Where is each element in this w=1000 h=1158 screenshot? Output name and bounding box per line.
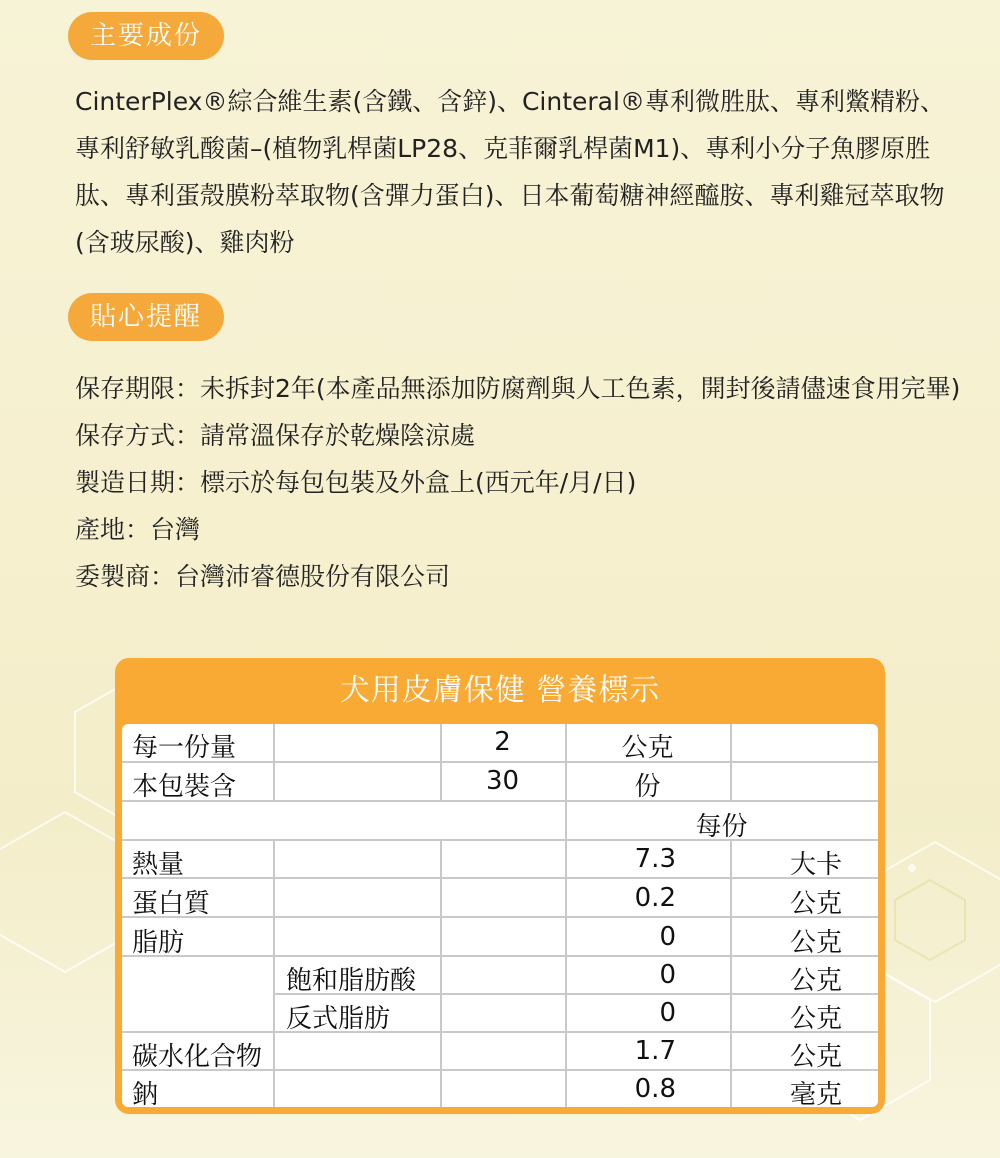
nutrition-label [115, 658, 885, 1114]
shelf-life-line: 保存期限：未拆封2年(本產品無添加防腐劑與人工色素，開封後請儘速食用完畢) [75, 374, 961, 403]
nutrient-subname: 反式脂肪 [286, 1004, 391, 1034]
servings-value: 30 [485, 766, 520, 796]
nutrient-unit: 公克 [789, 928, 842, 958]
nutrient-value: 7.3 [634, 844, 676, 874]
serving-size-label: 每一份量 [132, 733, 237, 763]
nutrient-name: 蛋白質 [132, 889, 211, 919]
nutrient-unit: 公克 [789, 1004, 842, 1034]
serving-size-unit: 公克 [621, 733, 674, 763]
nutrient-unit: 公克 [789, 889, 842, 919]
nutrient-unit: 毫克 [789, 1080, 842, 1107]
nutrient-name: 碳水化合物 [132, 1042, 263, 1072]
ingredients-text: CinterPlex®綜合維生素(含鐵、含鋅)、Cinteral®專利微胜肽、專利鱉精粉、專利舒敏乳酸菌–(植物乳桿菌LP28、克菲爾乳桿菌M1)、專利小分子魚膠原胜肽、專利蛋殼膜粉萃取物(含彈力蛋白)、日本葡萄糖神經醯胺、專利雞冠萃取物(含玻尿酸)、雞肉粉 [75, 87, 945, 257]
nutrition-label-title: 犬用皮膚保健 營養標示 [339, 673, 661, 708]
serving-size-value: 2 [494, 727, 511, 757]
ingredients-heading: 主要成份 [68, 12, 224, 60]
nutrient-value: 0 [659, 960, 676, 990]
servings-unit: 份 [634, 772, 661, 802]
nutrient-unit: 大卡 [789, 850, 842, 880]
nutrient-unit: 公克 [789, 966, 842, 996]
nutrient-value: 0.2 [634, 883, 676, 913]
nutrient-name: 熱量 [132, 850, 185, 880]
nutrient-value: 0.8 [634, 1074, 676, 1104]
reminder-heading: 貼心提醒 [68, 293, 224, 341]
reminder-list [75, 365, 965, 600]
nutrient-name: 脂肪 [132, 928, 185, 958]
manufacturer-line: 委製商：台灣沛睿德股份有限公司 [75, 562, 451, 591]
nutrient-value: 1.7 [634, 1036, 676, 1066]
origin-line: 產地：台灣 [75, 515, 201, 544]
servings-label: 本包裝含 [132, 772, 237, 802]
storage-method-line: 保存方式：請常溫保存於乾燥陰涼處 [75, 421, 476, 450]
nutrient-value: 0 [659, 922, 676, 952]
nutrient-name: 鈉 [132, 1080, 159, 1107]
per-serving-header: 每份 [695, 812, 748, 842]
nutrient-unit: 公克 [789, 1042, 842, 1072]
manufacture-date-line: 製造日期：標示於每包包裝及外盒上(西元年/月/日) [75, 468, 637, 497]
nutrition-table [122, 724, 878, 1107]
nutrient-subname: 飽和脂肪酸 [286, 966, 417, 996]
nutrient-value: 0 [659, 998, 676, 1028]
